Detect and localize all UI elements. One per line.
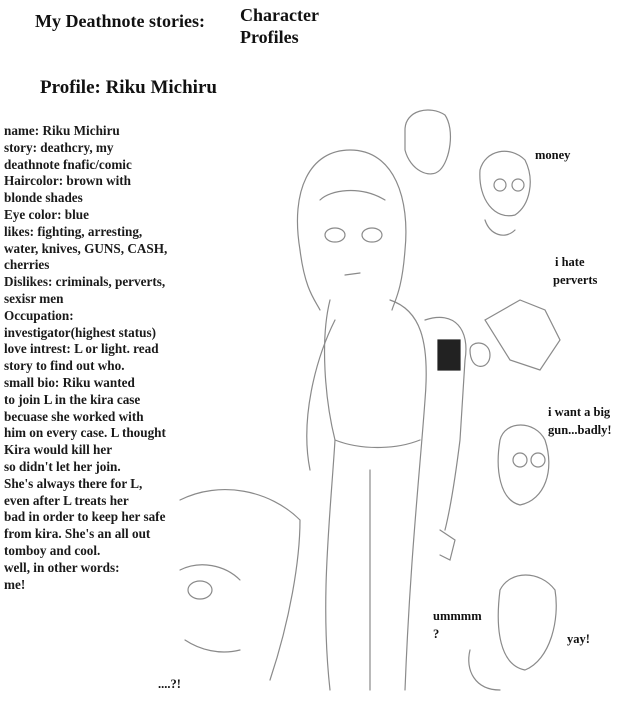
bio-line: deathnote fnafic/comic [4,156,132,172]
bio-line: Eye color: blue [4,206,89,222]
bio-line: becuase she worked with [4,408,144,424]
bio-line: likes: fighting, arresting, [4,223,143,239]
note-hate-line1: i hate [555,255,585,269]
bio-line: She's always there for L, [4,475,143,491]
note-gun-line2: gun...badly! [548,423,612,437]
note-ummm-line1: ummmm [433,609,482,623]
bio-line: blonde shades [4,190,83,206]
bio-line: Dislikes: criminals, perverts, [4,274,166,290]
bio-line: even after L treats her [4,492,129,508]
section-title-line2: Profiles [240,27,299,47]
note-confused: ....?! [158,677,181,691]
bio-line: tomboy and cool. [4,542,101,558]
note-yay: yay! [567,632,590,646]
stories-title: My Deathnote stories: [35,11,205,31]
bio-line: investigator(highest status) [4,324,157,340]
profile-title: Profile: Riku Michiru [40,77,217,98]
bio-line: from kira. She's an all out [4,526,151,542]
bio-line: story: deathcry, my [4,139,114,155]
note-money: money [535,148,571,162]
bio-line: well, in other words: [4,559,120,575]
note-ummm-line2: ? [433,627,440,641]
note-hate-line2: perverts [553,273,598,287]
bio-line: to join L in the kira case [4,391,141,407]
bio-line: water, knives, GUNS, CASH, [4,240,168,256]
bio-line: name: Riku Michiru [4,123,120,138]
bio-line: Haircolor: brown with [4,173,131,189]
bio-line: so didn't let her join. [4,458,121,474]
bio-line: Occupation: [4,307,74,323]
bio-line: Kira would kill her [4,442,113,458]
bio-line: him on every case. L thought [4,425,166,441]
bio-line: story to find out who. [4,358,125,374]
note-gun-line1: i want a big [548,405,611,419]
bio-line: love intrest: L or light. read [4,341,159,357]
bio-line: small bio: Riku wanted [4,374,135,390]
bio-line: me! [4,576,26,592]
bio-line: bad in order to keep her safe [4,509,166,525]
bio-line: sexisr men [4,290,64,306]
bio-line: cherries [4,257,50,273]
section-title-line1: Character [240,5,319,25]
